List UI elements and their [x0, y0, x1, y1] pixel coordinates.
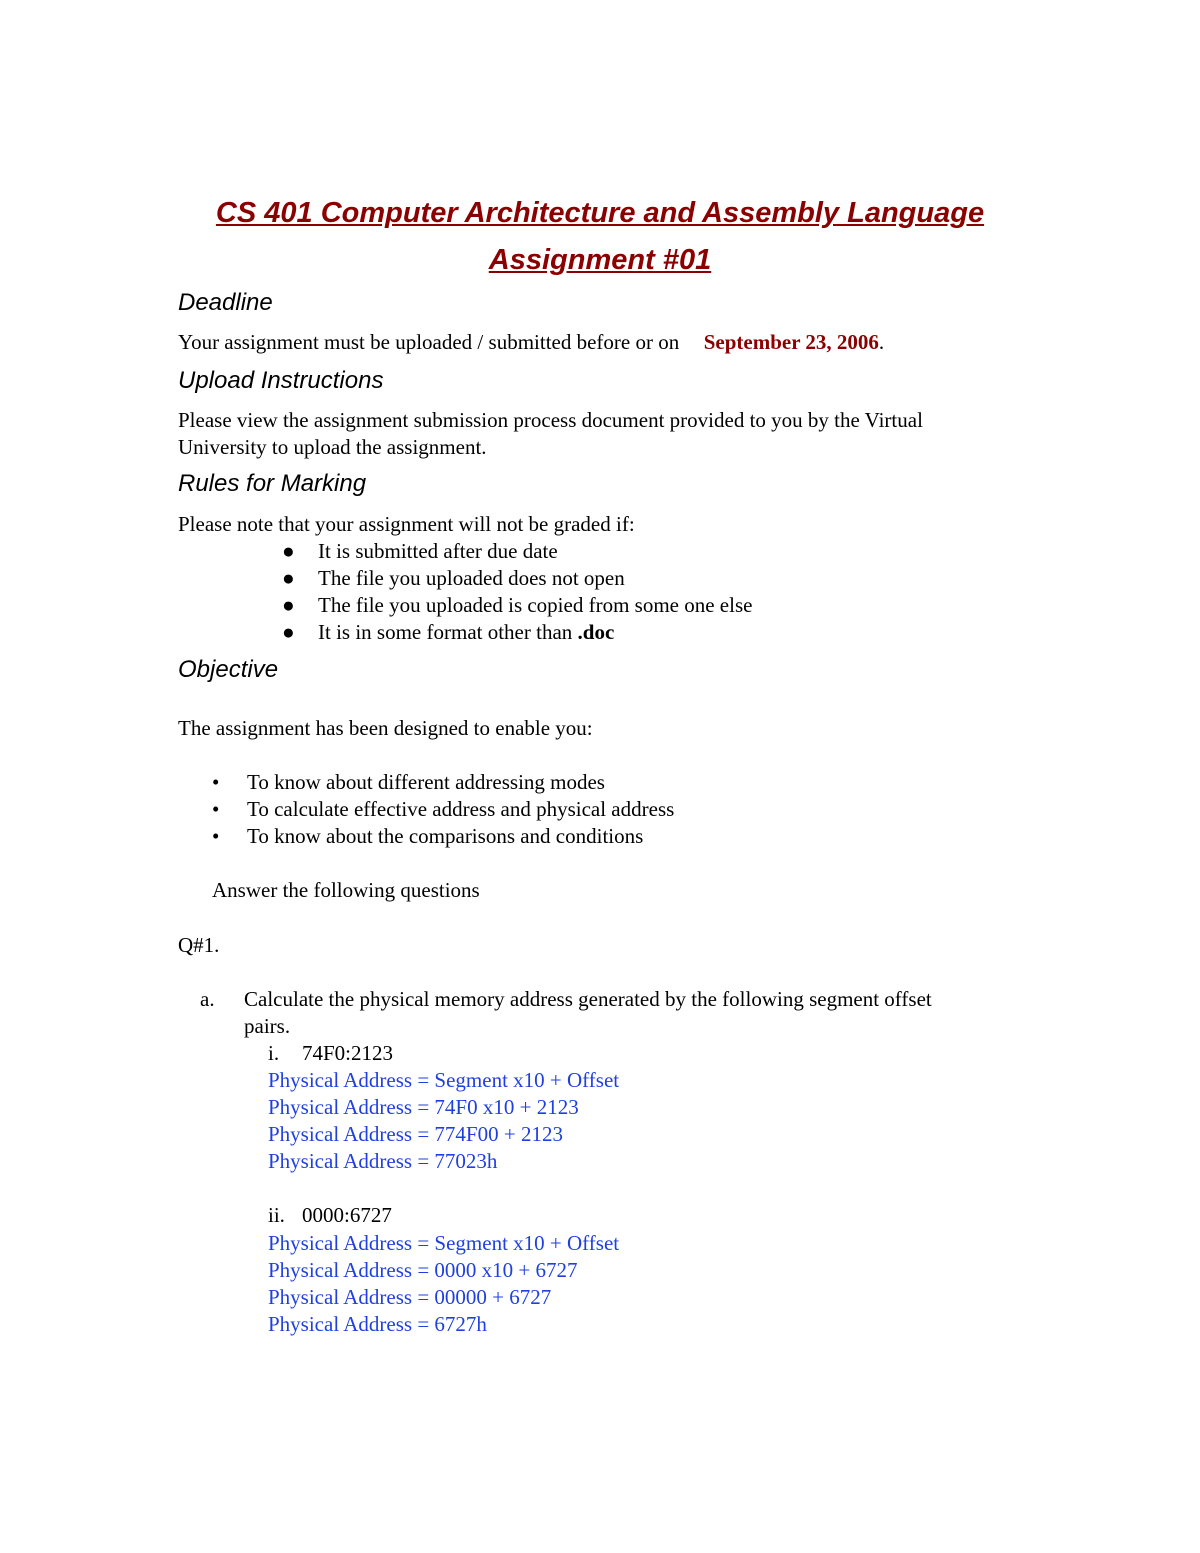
sub-i-step-1: Physical Address = Segment x10 + Offset [268, 1068, 620, 1092]
deadline-heading: Deadline [178, 289, 273, 316]
sub-ii-step-3: Physical Address = 00000 + 6727 [268, 1285, 552, 1309]
sub-i-pair: 74F0:2123 [302, 1041, 394, 1065]
bullet-icon: • [212, 770, 220, 794]
document-subtitle: Assignment #01 [488, 244, 712, 276]
rules-heading: Rules for Marking [178, 470, 367, 497]
sub-ii-step-1: Physical Address = Segment x10 + Offset [268, 1231, 620, 1255]
bullet-icon: ● [282, 593, 295, 617]
sub-ii-step-2: Physical Address = 0000 x10 + 6727 [268, 1258, 578, 1282]
rules-item-4-text: It is in some format other than [318, 620, 578, 644]
rules-item-4 [318, 619, 614, 646]
bullet-icon: • [212, 824, 220, 848]
part-a-marker: a. [200, 987, 215, 1011]
deadline-date: September 23, 2006 [703, 330, 879, 354]
objective-intro: The assignment has been designed to enable you: [178, 716, 593, 740]
answer-intro: Answer the following questions [212, 878, 480, 902]
objective-heading: Objective [178, 656, 279, 683]
part-a-text-line-1: Calculate the physical memory address generated by the following segment offset [244, 987, 932, 1011]
bullet-icon: ● [282, 539, 295, 563]
objective-item-3: To know about the comparisons and conditions [247, 824, 644, 848]
deadline-sentence: Your assignment must be uploaded / submitted before or on [178, 330, 680, 354]
rules-item-3: The file you uploaded is copied from some one else [318, 593, 753, 617]
part-a-text-line-2: pairs. [244, 1014, 291, 1038]
sub-ii-pair: 0000:6727 [302, 1203, 392, 1227]
upload-heading: Upload Instructions [178, 367, 384, 394]
deadline-text [178, 329, 884, 356]
bullet-icon: ● [282, 620, 295, 644]
rules-item-2: The file you uploaded does not open [318, 566, 625, 590]
sub-i-step-4: Physical Address = 77023h [268, 1149, 498, 1173]
deadline-period: . [878, 330, 885, 354]
objective-item-1: To know about different addressing modes [247, 770, 605, 794]
objective-item-2: To calculate effective address and physical address [247, 797, 675, 821]
rules-intro: Please note that your assignment will not be graded if: [178, 512, 635, 536]
bullet-icon: ● [282, 566, 295, 590]
upload-line-1: Please view the assignment submission process document provided to you by the Virtual [178, 408, 923, 432]
upload-line-2: University to upload the assignment. [178, 435, 487, 459]
document-title: CS 401 Computer Architecture and Assembly Language [215, 197, 985, 229]
rules-item-4-format: .doc [577, 620, 615, 644]
sub-i-step-2: Physical Address = 74F0 x10 + 2123 [268, 1095, 579, 1119]
sub-i-marker: i. [268, 1041, 280, 1065]
rules-item-1: It is submitted after due date [318, 539, 558, 563]
sub-i-step-3: Physical Address = 774F00 + 2123 [268, 1122, 563, 1146]
bullet-icon: • [212, 797, 220, 821]
question-label: Q#1. [178, 933, 220, 957]
sub-ii-marker: ii. [268, 1203, 285, 1227]
sub-ii-step-4: Physical Address = 6727h [268, 1312, 487, 1336]
